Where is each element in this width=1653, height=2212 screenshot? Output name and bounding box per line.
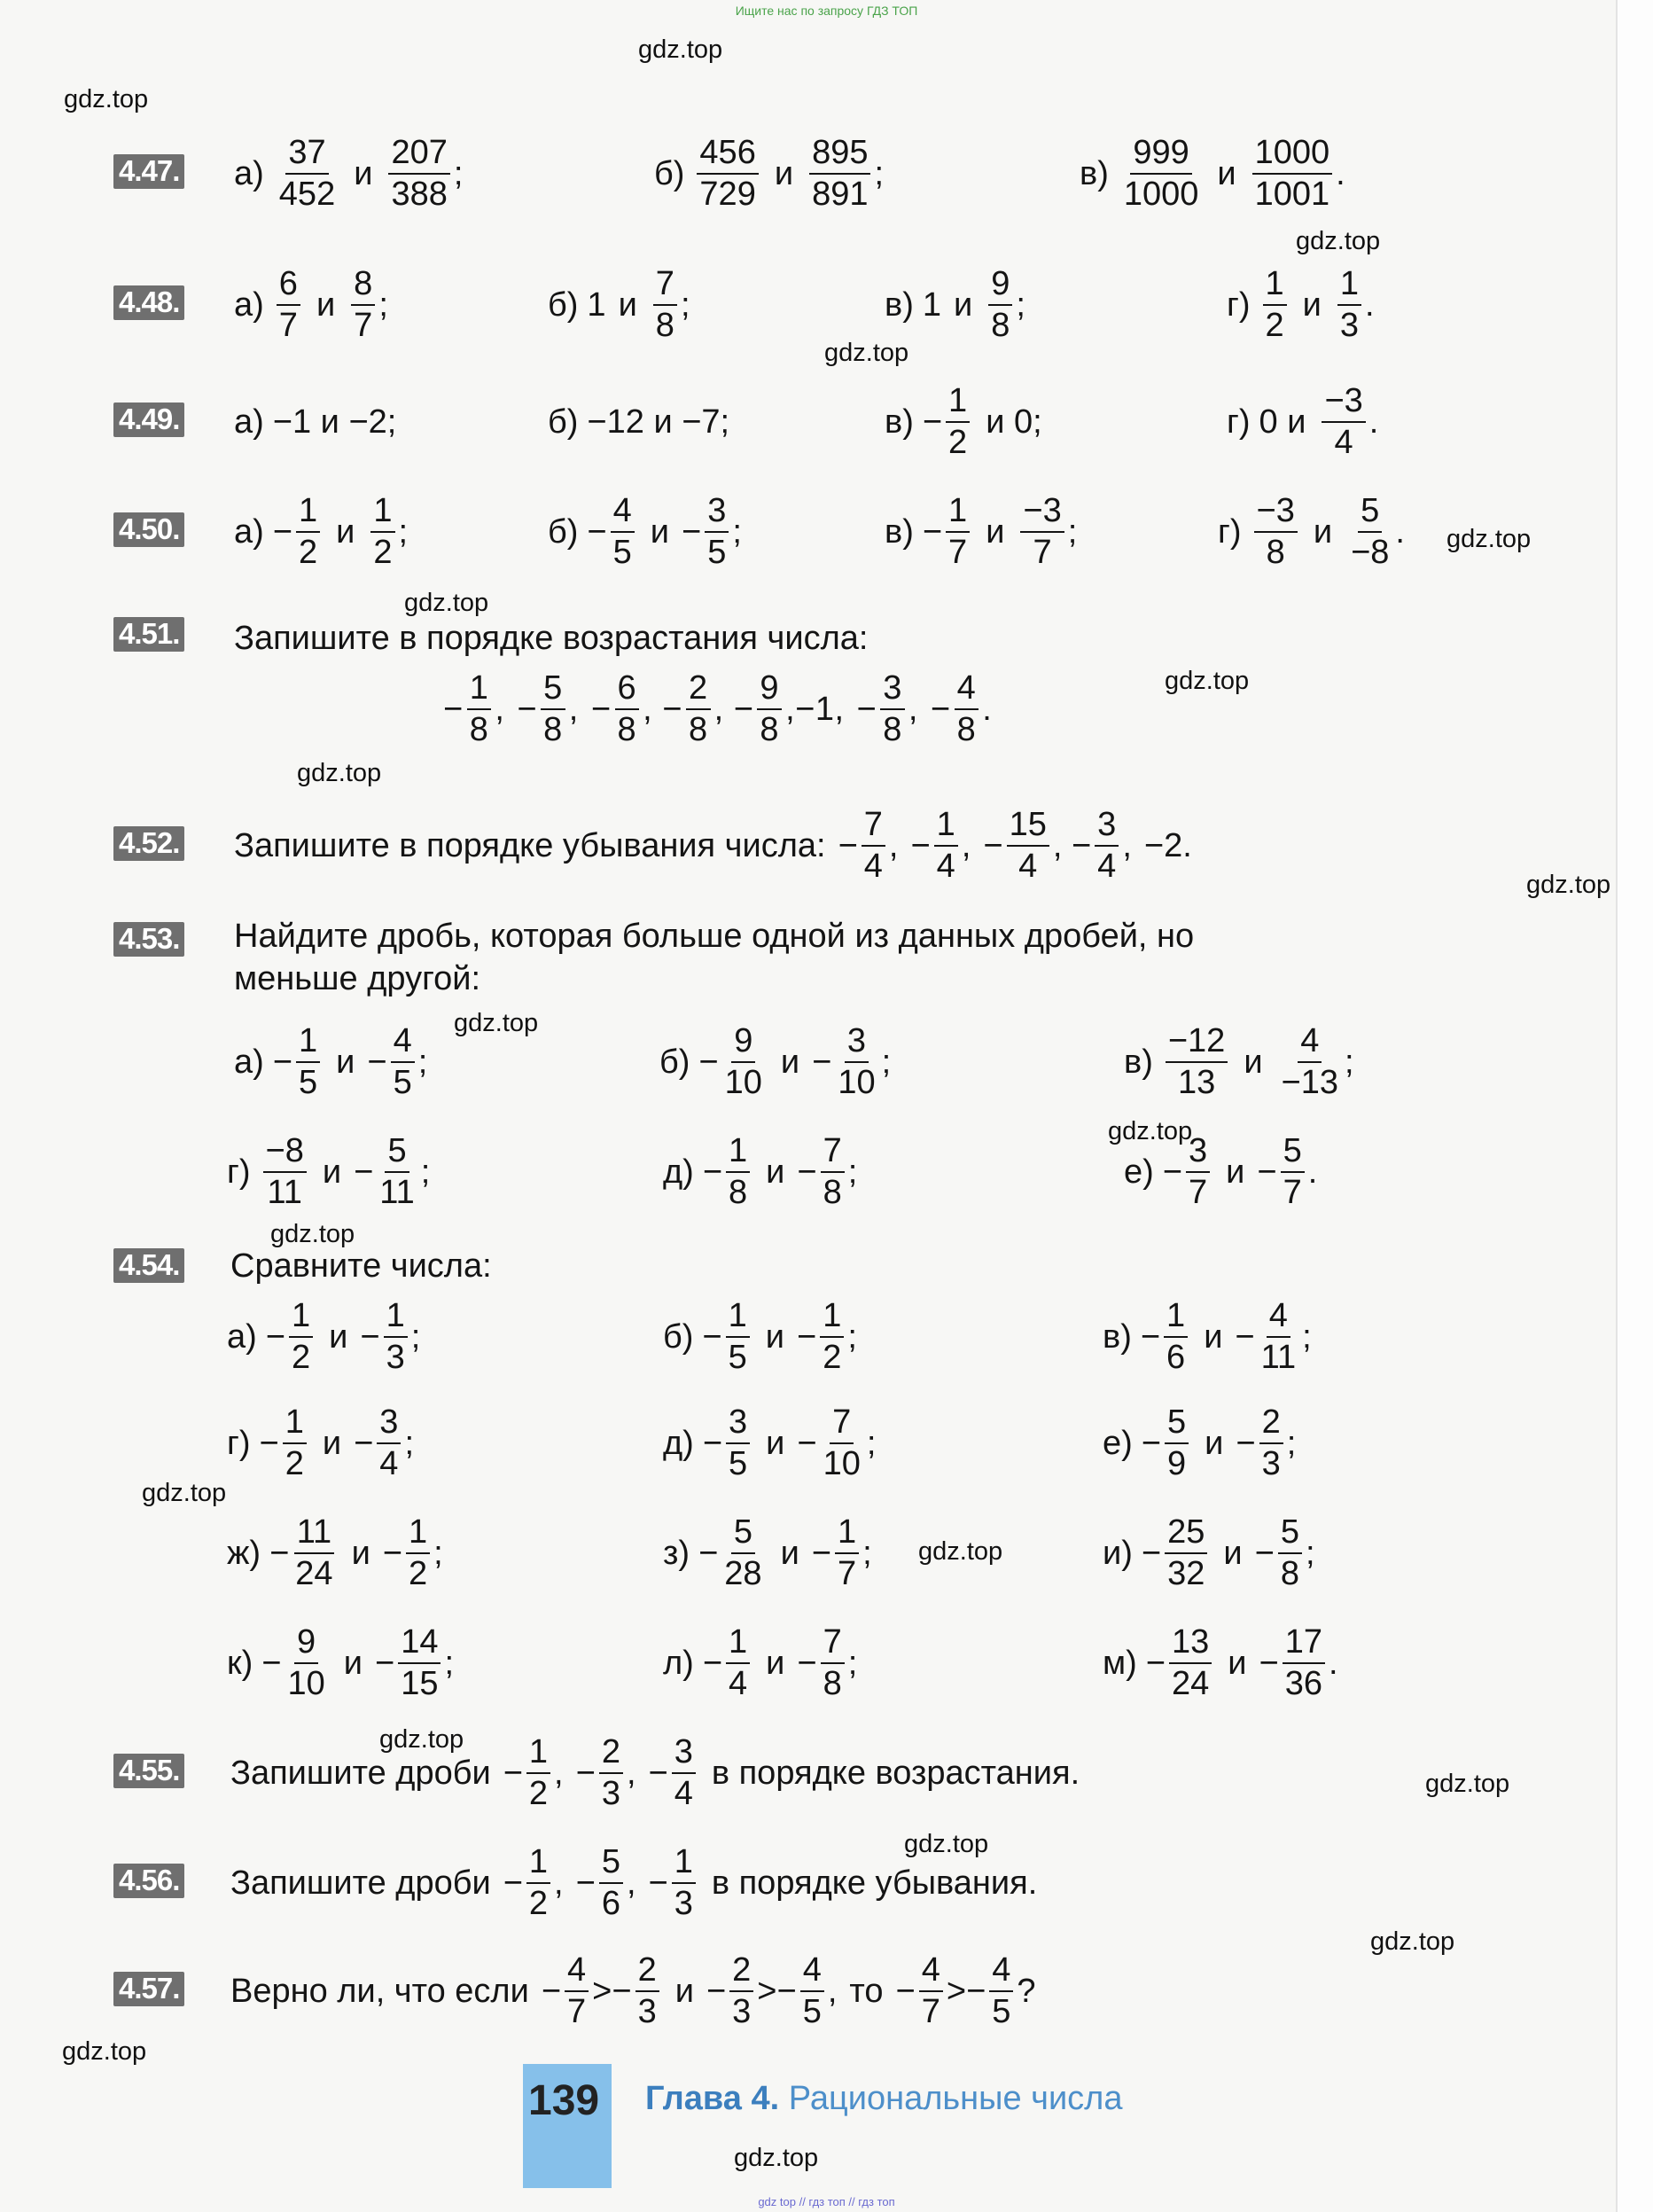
fraction: $\frac{1}{2}$ xyxy=(289,1297,313,1376)
watermark: gdz.top xyxy=(1296,227,1381,255)
watermark: gdz.top xyxy=(1446,525,1532,553)
watermark: gdz.top xyxy=(454,1009,539,1037)
exercise-4-53-row1: а) − $\frac{1}{5}$ и − $\frac{4}{5}$ ; б) − $\frac{9}{10}$ и − $\frac{3}{10}$ ; в) $\frac{-12}{13}$ и $\frac{4}{-13}$ ; xyxy=(234,1022,1354,1101)
watermark: gdz.top xyxy=(904,1830,989,1858)
fraction: $\frac{5}{11}$ xyxy=(379,1132,415,1211)
watermark: gdz.top xyxy=(1425,1770,1510,1798)
exercise-4-54-row3: ж) − $\frac{11}{24}$ и − $\frac{1}{2}$ ; з) − $\frac{5}{28}$ и − $\frac{1}{7}$ ; и) − $\frac{25}{32}$ и − $\frac{5}{8}$ ; xyxy=(227,1513,1315,1592)
fraction: $\frac{3}{5}$ xyxy=(705,492,729,571)
exercise-4-47: 4.47. а) $\frac{37}{452}$ и $\frac{207}{388}$ ; б) $\frac{456}{729}$ и $\frac{895}{891}$ ; в) $\frac{999}{1000}$ и $\frac{1000}{1001}$ . xyxy=(113,131,1496,216)
fraction: $\frac{2}{3}$ xyxy=(635,1951,659,2030)
fraction: $\frac{895}{891}$ xyxy=(809,134,870,213)
fraction: $\frac{15}{4}$ xyxy=(1007,806,1049,885)
fraction: $\frac{1}{2}$ xyxy=(296,492,320,571)
fraction: $\frac{7}{8}$ xyxy=(653,265,677,344)
exercise-number: 4.56. xyxy=(113,1864,184,1898)
fraction: $\frac{-3}{7}$ xyxy=(1020,492,1064,571)
fraction: $\frac{2}{3}$ xyxy=(729,1951,753,2030)
exercise-number: 4.47. xyxy=(113,154,184,189)
fraction: $\frac{9}{10}$ xyxy=(287,1623,325,1702)
fraction: $\frac{3}{10}$ xyxy=(838,1022,876,1101)
fraction: $\frac{1000}{1001}$ xyxy=(1252,134,1333,213)
fraction: $\frac{6}{8}$ xyxy=(615,669,640,748)
fraction: $\frac{3}{4}$ xyxy=(377,1403,401,1482)
exercise-4-57: 4.57. Верно ли, что если − $\frac{4}{7}$ > − $\frac{2}{3}$ и − $\frac{2}{3}$ > − $\frac{4}{5}$ , то − $\frac{4}{7}$ > − $\frac{4}{5}$ ? xyxy=(113,1949,1496,2034)
fraction: $\frac{-3}{4}$ xyxy=(1322,382,1365,461)
exercise-number: 4.50. xyxy=(113,512,184,547)
exercise-4-54-row2: г) − $\frac{1}{2}$ и − $\frac{3}{4}$ ; д) − $\frac{3}{5}$ и − $\frac{7}{10}$ ; е) − $\frac{5}{9}$ и − $\frac{2}{3}$ ; xyxy=(227,1403,1297,1482)
fraction: $\frac{4}{5}$ xyxy=(391,1022,415,1101)
fraction: $\frac{5}{7}$ xyxy=(1281,1132,1305,1211)
fraction: $\frac{1}{5}$ xyxy=(296,1022,320,1101)
page-number: 139 xyxy=(528,2077,600,2124)
fraction: $\frac{4}{11}$ xyxy=(1260,1297,1297,1376)
fraction: $\frac{1}{2}$ xyxy=(370,492,394,571)
fraction: $\frac{1}{2}$ xyxy=(946,382,970,461)
fraction: $\frac{1}{2}$ xyxy=(283,1403,307,1482)
fraction: $\frac{1}{4}$ xyxy=(934,806,958,885)
fraction: $\frac{1}{2}$ xyxy=(1263,265,1287,344)
fraction: $\frac{-3}{8}$ xyxy=(1254,492,1298,571)
fraction: $\frac{4}{5}$ xyxy=(989,1951,1013,2030)
exercise-4-52: 4.52. Запишите в порядке убывания числа: − $\frac{7}{4}$ , − $\frac{1}{4}$ , − $\frac{15}{4}$ , − $\frac{3}{4}$ , −2. xyxy=(113,803,1496,888)
fraction: $\frac{4}{5}$ xyxy=(800,1951,824,2030)
fraction: $\frac{5}{8}$ xyxy=(1278,1513,1302,1592)
fraction: $\frac{5}{8}$ xyxy=(541,669,565,748)
fraction: $\frac{14}{15}$ xyxy=(398,1623,441,1702)
exercise-4-51-numbers: − $\frac{1}{8}$ , − $\frac{5}{8}$ , − $\frac{6}{8}$ , − $\frac{2}{8}$ , − $\frac{9}{8}$ , −1, − $\frac{3}{8}$ , − $\frac{4}{8}$ . xyxy=(443,669,993,748)
watermark: gdz.top xyxy=(824,339,909,367)
exercise-4-56: 4.56. Запишите дроби − $\frac{1}{2}$ , − $\frac{5}{6}$ , − $\frac{1}{3}$ в порядке убывания. xyxy=(113,1841,1496,1926)
chapter-title: Глава 4. Рациональные числа xyxy=(645,2080,1123,2117)
fraction: $\frac{207}{388}$ xyxy=(388,134,449,213)
fraction: $\frac{1}{3}$ xyxy=(1337,265,1361,344)
fraction: $\frac{3}{5}$ xyxy=(726,1403,750,1482)
fraction: $\frac{37}{452}$ xyxy=(278,134,336,213)
watermark: gdz.top xyxy=(734,2144,819,2172)
fraction: $\frac{2}{8}$ xyxy=(686,669,711,748)
fraction: $\frac{1}{7}$ xyxy=(835,1513,859,1592)
fraction: $\frac{1}{5}$ xyxy=(726,1297,750,1376)
fraction: $\frac{3}{8}$ xyxy=(880,669,905,748)
exercise-number: 4.51. xyxy=(113,617,184,652)
watermark: gdz.top xyxy=(1370,1927,1455,1956)
watermark: gdz.top xyxy=(297,759,382,787)
exercise-number: 4.54. xyxy=(113,1248,184,1283)
watermark: gdz.top xyxy=(918,1537,1003,1566)
fraction: $\frac{2}{3}$ xyxy=(1259,1403,1283,1482)
fraction: $\frac{1}{2}$ xyxy=(526,1733,550,1812)
fraction: $\frac{1}{2}$ xyxy=(406,1513,430,1592)
exercise-number: 4.52. xyxy=(113,826,184,861)
watermark: gdz.top xyxy=(1165,667,1250,695)
fraction: $\frac{4}{5}$ xyxy=(611,492,635,571)
fraction: $\frac{17}{36}$ xyxy=(1283,1623,1325,1702)
exercise-4-48: 4.48. а) $\frac{6}{7}$ и $\frac{8}{7}$ ; б) 1 и $\frac{7}{8}$ ; в) 1 и $\frac{9}{8}$ ; г) $\frac{1}{2}$ и $\frac{1}{3}$ . xyxy=(113,262,1496,348)
fraction: $\frac{1}{7}$ xyxy=(946,492,970,571)
page-edge xyxy=(1616,0,1653,2212)
watermark: gdz.top xyxy=(62,2037,147,2066)
fraction: $\frac{7}{8}$ xyxy=(821,1623,845,1702)
fraction: $\frac{2}{3}$ xyxy=(599,1733,623,1812)
fraction: $\frac{1}{4}$ xyxy=(726,1623,750,1702)
fraction: $\frac{5}{-8}$ xyxy=(1351,492,1390,571)
fraction: $\frac{5}{9}$ xyxy=(1165,1403,1189,1482)
exercise-number: 4.57. xyxy=(113,1972,184,2006)
exercise-4-51: 4.51. Запишите в порядке возрастания числа: xyxy=(113,596,1496,681)
fraction: $\frac{4}{7}$ xyxy=(919,1951,943,2030)
watermark: gdz.top xyxy=(142,1479,227,1507)
fraction: $\frac{456}{729}$ xyxy=(697,134,758,213)
exercise-4-50: 4.50. а) − $\frac{1}{2}$ и $\frac{1}{2}$ ; б) − $\frac{4}{5}$ и − $\frac{3}{5}$ ; в) − $\frac{1}{7}$ и $\frac{-3}{7}$ ; г) $\frac{-3}{8}$ и $\frac{5}{-8}$ . xyxy=(113,489,1496,574)
footer-note: gdz top // гдз топ // гдз топ xyxy=(758,2195,895,2208)
watermark: gdz.top xyxy=(1526,871,1611,899)
exercise-4-49: 4.49. а) −1 и −2; б) −12 и −7; в) − $\frac{1}{2}$ и 0; г) 0 и $\frac{-3}{4}$ . xyxy=(113,379,1496,465)
fraction: $\frac{25}{32}$ xyxy=(1165,1513,1207,1592)
fraction: $\frac{4}{7}$ xyxy=(565,1951,589,2030)
watermark: gdz.top xyxy=(638,35,723,64)
fraction: $\frac{4}{8}$ xyxy=(955,669,979,748)
fraction: $\frac{3}{7}$ xyxy=(1186,1132,1210,1211)
exercise-number: 4.49. xyxy=(113,403,184,437)
fraction: $\frac{7}{10}$ xyxy=(823,1403,861,1482)
fraction: $\frac{9}{8}$ xyxy=(988,265,1012,344)
page-footer xyxy=(523,2064,1197,2188)
fraction: $\frac{1}{8}$ xyxy=(467,669,492,748)
fraction: $\frac{1}{2}$ xyxy=(820,1297,844,1376)
watermark: gdz.top xyxy=(1108,1117,1193,1145)
exercise-4-54-row4: к) − $\frac{9}{10}$ и − $\frac{14}{15}$ ; л) − $\frac{1}{4}$ и − $\frac{7}{8}$ ; м) − $\frac{13}{24}$ и − $\frac{17}{36}$ . xyxy=(227,1623,1338,1702)
fraction: $\frac{13}{24}$ xyxy=(1169,1623,1212,1702)
fraction: $\frac{5}{6}$ xyxy=(599,1843,623,1922)
exercise-4-53: 4.53. Найдите дробь, которая больше одной из данных дробей, но меньше другой: xyxy=(113,901,1496,1007)
fraction: $\frac{999}{1000}$ xyxy=(1123,134,1199,213)
header-note: Ищите нас по запросу ГДЗ ТОП xyxy=(735,4,918,18)
fraction: $\frac{1}{2}$ xyxy=(526,1843,550,1922)
fraction: $\frac{1}{3}$ xyxy=(672,1843,696,1922)
watermark: gdz.top xyxy=(379,1725,464,1754)
exercise-4-54-row1: а) − $\frac{1}{2}$ и − $\frac{1}{3}$ ; б) − $\frac{1}{5}$ и − $\frac{1}{2}$ ; в) − $\frac{1}{6}$ и − $\frac{4}{11}$ ; xyxy=(227,1297,1312,1376)
fraction: $\frac{3}{4}$ xyxy=(672,1733,696,1812)
fraction: $\frac{1}{6}$ xyxy=(1164,1297,1188,1376)
watermark: gdz.top xyxy=(404,589,489,617)
watermark: gdz.top xyxy=(270,1220,355,1248)
fraction: $\frac{4}{-13}$ xyxy=(1281,1022,1339,1101)
fraction: $\frac{9}{10}$ xyxy=(724,1022,762,1101)
fraction: $\frac{9}{8}$ xyxy=(757,669,782,748)
watermark: gdz.top xyxy=(64,85,149,113)
fraction: $\frac{-8}{11}$ xyxy=(263,1132,307,1211)
fraction: $\frac{-12}{13}$ xyxy=(1166,1022,1228,1101)
fraction: $\frac{6}{7}$ xyxy=(277,265,300,344)
exercise-number: 4.48. xyxy=(113,285,184,320)
exercise-4-54: 4.54. Сравните числа: xyxy=(113,1223,1496,1309)
fraction: $\frac{1}{3}$ xyxy=(384,1297,408,1376)
exercise-4-53-row2: г) $\frac{-8}{11}$ и − $\frac{5}{11}$ ; д) − $\frac{1}{8}$ и − $\frac{7}{8}$ ; е) − $\frac{3}{7}$ и − $\frac{5}{7}$ . xyxy=(227,1132,1318,1211)
fraction: $\frac{8}{7}$ xyxy=(351,265,375,344)
exercise-4-55: 4.55. Запишите дроби − $\frac{1}{2}$ , − $\frac{2}{3}$ , − $\frac{3}{4}$ в порядке возрастания. xyxy=(113,1731,1496,1816)
fraction: $\frac{7}{8}$ xyxy=(821,1132,845,1211)
fraction: $\frac{7}{4}$ xyxy=(862,806,885,885)
exercise-number: 4.53. xyxy=(113,922,184,957)
exercise-number: 4.55. xyxy=(113,1754,184,1788)
fraction: $\frac{5}{28}$ xyxy=(724,1513,762,1592)
fraction: $\frac{1}{8}$ xyxy=(726,1132,750,1211)
fraction: $\frac{11}{24}$ xyxy=(295,1513,333,1592)
fraction: $\frac{3}{4}$ xyxy=(1095,806,1119,885)
